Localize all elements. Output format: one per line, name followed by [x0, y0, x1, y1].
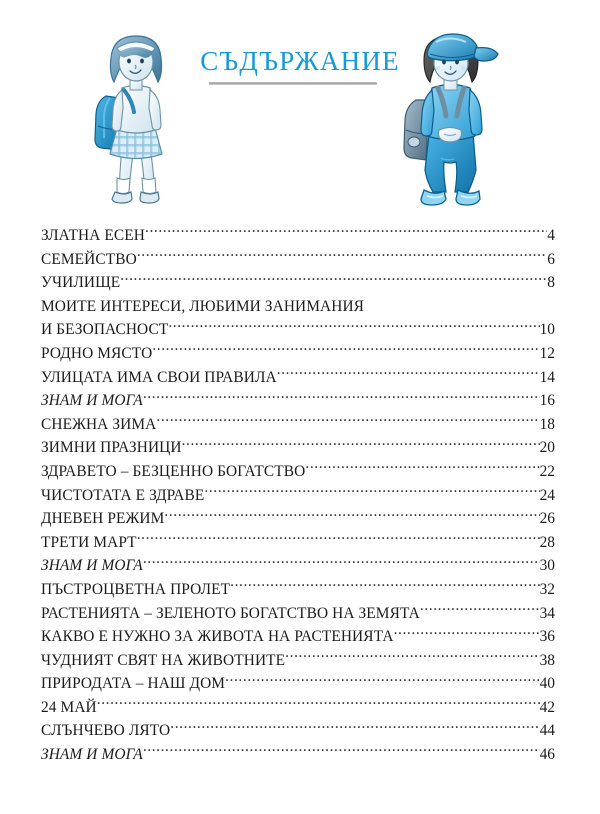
toc-entry-page-number: 10: [539, 321, 555, 339]
toc-leader-dots: [143, 555, 540, 570]
toc-entry-label: УЧИЛИЩЕ: [41, 274, 121, 292]
toc-leader-dots: [164, 508, 539, 523]
toc-leader-dots: [120, 272, 547, 287]
toc-leader-dots: [145, 225, 547, 240]
toc-leader-dots: [364, 295, 555, 310]
toc-entry-label: ЗИМНИ ПРАЗНИЦИ: [41, 439, 182, 457]
toc-entry[interactable]: [41, 719, 555, 743]
toc-entry-label: ПРИРОДАТА – НАШ ДОМ: [41, 675, 226, 693]
toc-leader-dots: [143, 390, 540, 405]
toc-leader-dots: [152, 343, 539, 358]
table-of-contents: [41, 224, 555, 767]
toc-entry-label: РАСТЕНИЯТА – ЗЕЛЕНОТО БОГАТСТВО НА ЗЕМЯТА: [41, 604, 420, 622]
toc-entry[interactable]: [41, 413, 555, 437]
toc-entry-label: РОДНО МЯСТО: [41, 344, 153, 362]
toc-entry-label: ТРЕТИ МАРТ: [41, 533, 137, 551]
toc-entry-page-number: 6: [547, 250, 555, 268]
toc-entry-page-number: 42: [539, 698, 555, 716]
toc-entry-page-number: 36: [539, 628, 555, 646]
toc-entry-page-number: 20: [539, 439, 555, 457]
toc-entry-page-number: 46: [539, 746, 555, 764]
toc-entry[interactable]: [41, 554, 555, 578]
toc-leader-dots: [137, 531, 540, 546]
toc-entry[interactable]: [41, 672, 555, 696]
toc-entry[interactable]: [41, 436, 555, 460]
toc-entry[interactable]: [41, 342, 555, 366]
toc-entry-page-number: 14: [539, 368, 555, 386]
toc-leader-dots: [182, 437, 540, 452]
toc-entry-label: И БЕЗОПАСНОСТ: [41, 321, 169, 339]
toc-leader-dots: [137, 248, 547, 263]
toc-leader-dots: [225, 673, 540, 688]
toc-entry[interactable]: [41, 295, 555, 319]
toc-entry-page-number: 24: [539, 486, 555, 504]
toc-entry-page-number: 32: [539, 580, 555, 598]
toc-entry[interactable]: [41, 224, 555, 248]
toc-leader-dots: [156, 413, 539, 428]
toc-entry-label: СНЕЖНА ЗИМА: [41, 415, 157, 433]
toc-entry-page-number: 16: [539, 392, 555, 410]
toc-leader-dots: [168, 319, 539, 334]
page-header: [0, 0, 600, 218]
toc-entry-label: ЧИСТОТАТА Е ЗДРАВЕ: [41, 486, 205, 504]
toc-entry[interactable]: [41, 507, 555, 531]
toc-entry[interactable]: [41, 578, 555, 602]
toc-entry-label: СЛЪНЧЕВО ЛЯТО: [41, 722, 171, 740]
toc-leader-dots: [277, 366, 540, 381]
toc-entry-label: СЕМЕЙСТВО: [41, 250, 137, 268]
toc-entry[interactable]: [41, 743, 555, 767]
toc-leader-dots: [204, 484, 539, 499]
toc-entry-page-number: 18: [539, 415, 555, 433]
toc-leader-dots: [143, 744, 540, 759]
toc-entry-page-number: 38: [539, 651, 555, 669]
toc-entry-label: МОИТЕ ИНТЕРЕСИ, ЛЮБИМИ ЗАНИМАНИЯ: [41, 297, 365, 315]
toc-entry-page-number: 40: [539, 675, 555, 693]
toc-entry-label: ПЪСТРОЦВЕТНА ПРОЛЕТ: [41, 580, 231, 598]
toc-entry-page-number: 26: [539, 510, 555, 528]
toc-entry-label: ЗНАМ И МОГА: [41, 746, 143, 764]
toc-entry-label: КАКВО Е НУЖНО ЗА ЖИВОТА НА РАСТЕНИЯТА: [41, 628, 394, 646]
toc-entry-page-number: 8: [547, 274, 555, 292]
toc-entry[interactable]: [41, 248, 555, 272]
toc-entry[interactable]: [41, 366, 555, 390]
toc-entry[interactable]: [41, 696, 555, 720]
toc-entry-page-number: 22: [539, 462, 555, 480]
toc-leader-dots: [420, 602, 540, 617]
toc-entry[interactable]: [41, 625, 555, 649]
toc-entry-page-number: 12: [539, 344, 555, 362]
toc-entry[interactable]: [41, 271, 555, 295]
toc-entry-label: ЗЛАТНА ЕСЕН: [41, 227, 145, 244]
toc-entry-label: 24 МАЙ: [41, 698, 97, 716]
toc-entry-page-number: 30: [539, 557, 555, 575]
toc-leader-dots: [394, 626, 540, 641]
page-title: СЪДЪРЖАНИЕ: [200, 46, 400, 76]
toc-entry[interactable]: [41, 484, 555, 508]
toc-entry-page-number: 4: [547, 227, 555, 244]
toc-leader-dots: [305, 461, 539, 476]
toc-entry-label: УЛИЦАТА ИМА СВОИ ПРАВИЛА: [41, 368, 277, 386]
toc-entry-page-number: 34: [539, 604, 555, 622]
toc-entry-label: ЗНАМ И МОГА: [41, 392, 143, 410]
toc-leader-dots: [230, 579, 539, 594]
toc-leader-dots: [170, 720, 539, 735]
toc-entry-label: ЗНАМ И МОГА: [41, 557, 143, 575]
toc-entry[interactable]: [41, 460, 555, 484]
toc-entry-page-number: 28: [539, 533, 555, 551]
toc-entry-label: ЧУДНИЯТ СВЯТ НА ЖИВОТНИТЕ: [41, 651, 286, 669]
toc-entry-label: ЗДРАВЕТО – БЕЗЦЕННО БОГАТСТВО: [41, 462, 306, 480]
toc-entry[interactable]: [41, 649, 555, 673]
toc-entry[interactable]: [41, 531, 555, 555]
toc-entry[interactable]: [41, 318, 555, 342]
toc-leader-dots: [97, 696, 540, 711]
toc-entry[interactable]: [41, 602, 555, 626]
toc-entry[interactable]: [41, 389, 555, 413]
toc-entry-page-number: 44: [539, 722, 555, 740]
toc-leader-dots: [285, 649, 539, 664]
toc-entry-label: ДНЕВЕН РЕЖИМ: [41, 510, 165, 528]
title-underline-rule: [209, 82, 377, 85]
